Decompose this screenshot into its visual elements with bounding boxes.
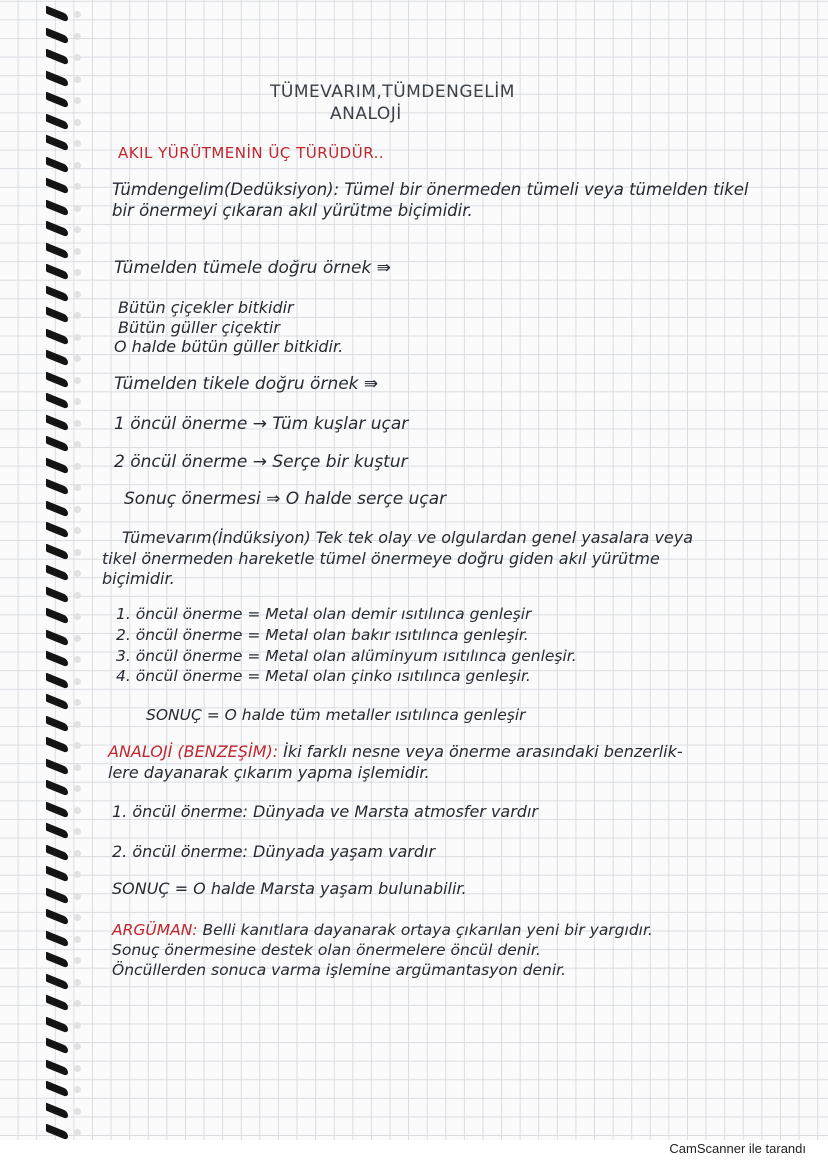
punched-hole [74, 871, 81, 878]
arguman-first: Belli kanıtlara dayanarak ortaya çıkarılan yeni bir yargıdır. [197, 921, 653, 939]
punched-hole [74, 785, 81, 792]
punched-hole [74, 549, 81, 556]
punched-hole [74, 140, 81, 147]
punched-hole [74, 936, 81, 943]
page-title-line2: ANALOJİ [330, 104, 402, 124]
punched-hole [74, 226, 81, 233]
punched-hole [74, 76, 81, 83]
analoji-label: ANALOJİ (BENZEŞİM): [108, 742, 279, 761]
tumevarim-definition-1: Tümevarım(İndüksiyon) Tek tek olay ve olgulardan genel yasalara veya [122, 528, 694, 547]
punched-hole [74, 957, 81, 964]
arguman-line-2: Sonuç önermesine destek olan önermelere öncül denir. [112, 941, 541, 959]
punched-hole [74, 420, 81, 427]
punched-hole [74, 463, 81, 470]
punched-hole [74, 54, 81, 61]
analoji-line-1: 1. öncül önerme: Dünyada ve Marsta atmosfer vardır [112, 802, 538, 821]
punched-hole [74, 635, 81, 642]
punched-hole [74, 441, 81, 448]
tumevarim-definition-3: biçimidir. [102, 569, 175, 588]
punched-hole [74, 914, 81, 921]
punched-hole [74, 11, 81, 18]
punched-hole [74, 828, 81, 835]
punched-hole [74, 183, 81, 190]
punched-hole [74, 850, 81, 857]
punched-hole [74, 205, 81, 212]
example1-heading: Tümelden tümele doğru örnek ⇛ [114, 258, 391, 278]
punched-hole [74, 1108, 81, 1115]
punched-hole [74, 764, 81, 771]
arguman-label: ARGÜMAN: [112, 921, 198, 939]
punched-hole [74, 269, 81, 276]
example1-line-1: Bütün çiçekler bitkidir [118, 298, 294, 317]
punched-hole [74, 1000, 81, 1007]
punched-hole [74, 398, 81, 405]
arguman-line-1 [112, 920, 653, 940]
section-subtitle: AKIL YÜRÜTMENİN ÜÇ TÜRÜDÜR.. [118, 144, 385, 162]
example1-line-3: O halde bütün güller bitkidir. [114, 337, 344, 356]
example1-line-2: Bütün güller çiçektir [118, 318, 280, 337]
punched-hole [74, 742, 81, 749]
example2-line-3: Sonuç önermesi ⇒ O halde serçe uçar [124, 489, 447, 509]
tumdengelim-definition-1: Tümdengelim(Dedüksiyon): Tümel bir önermeden tümeli veya tümelden tikel [112, 180, 749, 199]
analoji-definition-1 [108, 742, 683, 762]
analoji-line-3: SONUÇ = O halde Marsta yaşam bulunabilir. [112, 879, 467, 898]
punched-hole [74, 97, 81, 104]
punched-hole [74, 506, 81, 513]
analoji-definition-2: lere dayanarak çıkarım yapma işlemidir. [108, 763, 430, 782]
page-title-line1: TÜMEVARIM,TÜMDENGELİM [270, 82, 515, 102]
tumdengelim-definition-2: bir önermeyi çıkaran akıl yürütme biçimidir. [112, 201, 473, 220]
punched-hole [74, 1043, 81, 1050]
punched-hole [74, 1022, 81, 1029]
punched-hole [74, 613, 81, 620]
example2-line-2: 2 öncül önerme → Serçe bir kuştur [114, 452, 408, 472]
punched-hole [74, 33, 81, 40]
punched-hole [74, 721, 81, 728]
punched-hole [74, 1065, 81, 1072]
punched-hole [74, 334, 81, 341]
punched-hole [74, 678, 81, 685]
punched-hole [74, 119, 81, 126]
punched-hole [74, 807, 81, 814]
punched-hole [74, 162, 81, 169]
punched-hole [74, 570, 81, 577]
punched-hole [74, 291, 81, 298]
punched-hole [74, 248, 81, 255]
example2-line-1: 1 öncül önerme → Tüm kuşlar uçar [114, 414, 409, 434]
punched-hole [74, 699, 81, 706]
punched-hole [74, 656, 81, 663]
punched-hole [74, 592, 81, 599]
analoji-line-2: 2. öncül önerme: Dünyada yaşam vardır [112, 842, 436, 861]
punched-hole [74, 355, 81, 362]
punched-hole [74, 527, 81, 534]
punched-hole [74, 377, 81, 384]
tumevarim-premise-1: 1. öncül önerme = Metal olan demir ısıtılınca genleşir [116, 605, 532, 623]
tumevarim-premise-3: 3. öncül önerme = Metal olan alüminyum ısıtılınca genleşir. [116, 647, 577, 665]
tumevarim-conclusion: SONUÇ = O halde tüm metaller ısıtılınca genleşir [146, 706, 526, 724]
analoji-definition-first: İki farklı nesne veya önerme arasındaki benzerlik- [278, 742, 683, 761]
example2-heading: Tümelden tikele doğru örnek ⇛ [114, 374, 379, 394]
tumevarim-definition-2: tikel önermeden hareketle tümel önermeye doğru giden akıl yürütme [102, 549, 660, 568]
tumevarim-premise-4: 4. öncül önerme = Metal olan çinko ısıtılınca genleşir. [116, 667, 531, 685]
scanner-footer: CamScanner ile tarandı [669, 1141, 806, 1156]
punched-hole [74, 484, 81, 491]
punched-hole [74, 893, 81, 900]
punched-hole [74, 1086, 81, 1093]
punched-hole [74, 979, 81, 986]
tumevarim-premise-2: 2. öncül önerme = Metal olan bakır ısıtılınca genleşir. [116, 626, 529, 644]
arguman-line-3: Öncüllerden sonuca varma işlemine argümantasyon denir. [112, 961, 567, 979]
punched-hole [74, 1129, 81, 1136]
punched-hole [74, 312, 81, 319]
